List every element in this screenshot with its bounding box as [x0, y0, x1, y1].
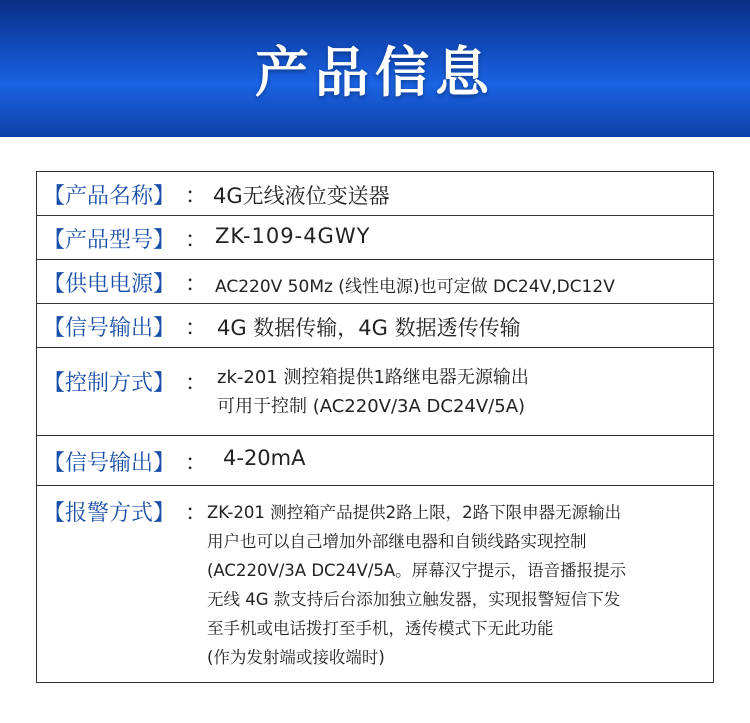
spec-row-power-supply: [37, 260, 713, 304]
spec-value: AC220V 50Mz (线性电源)也可定做 DC24V,DC12V: [215, 277, 615, 297]
spec-value-lines: [207, 498, 626, 672]
spec-value-line: 至手机或电话拨打至手机，透传模式下无此功能: [207, 619, 554, 638]
spec-row-signal-output-2: [37, 436, 713, 486]
spec-value-line: (AC220V/3A DC24V/5A。屏幕汉宁提示，语音播报提示: [207, 561, 627, 580]
spec-label: 【供电电源】: [43, 272, 176, 297]
spec-label: 【控制方式】: [43, 371, 176, 396]
spec-label: 【报警方式】: [43, 501, 176, 526]
spec-label: 【产品型号】: [43, 228, 176, 253]
spec-value: 4G无线液位变送器: [213, 184, 390, 208]
spec-value-line: zk-201 测控箱提供1路继电器无源输出: [217, 367, 529, 388]
spec-row-signal-output: [37, 304, 713, 348]
spec-colon: ：: [185, 501, 208, 526]
spec-label: 【信号输出】: [43, 316, 176, 341]
spec-label: 【产品名称】: [43, 184, 176, 209]
spec-value-line: ZK-201 测控箱产品提供2路上限，2路下限申器无源输出: [207, 503, 622, 522]
spec-colon: ：: [185, 228, 208, 253]
spec-value: 4G 数据传输，4G 数据透传传输: [217, 316, 521, 340]
spec-value-lines: [217, 363, 529, 421]
spec-row-model: [37, 216, 713, 260]
spec-colon: ：: [185, 184, 208, 209]
spec-label: 【信号输出】: [43, 451, 176, 476]
spec-colon: ：: [185, 272, 208, 297]
spec-row-product-name: [37, 172, 713, 216]
spec-value: 4-20mA: [223, 446, 306, 470]
spec-colon: ：: [185, 316, 208, 341]
spec-value-line: 用户也可以自己增加外部继电器和自锁线路实现控制: [207, 532, 587, 551]
spec-value-line: (作为发射端或接收端时): [207, 648, 385, 667]
page-title: 产品信息: [255, 41, 495, 104]
spec-value: ZK-109-4GWY: [215, 224, 371, 248]
spec-colon: ：: [185, 451, 208, 476]
spec-colon: ：: [185, 371, 208, 396]
spec-value-line: 无线 4G 款支持后台添加独立触发器，实现报警短信下发: [207, 590, 621, 609]
spec-row-control-mode: [37, 348, 713, 436]
spec-row-alarm-mode: [37, 486, 713, 684]
spec-table: [36, 171, 714, 683]
spec-value-line: 可用于控制 (AC220V/3A DC24V/5A): [217, 396, 526, 417]
header-banner: [0, 0, 750, 137]
